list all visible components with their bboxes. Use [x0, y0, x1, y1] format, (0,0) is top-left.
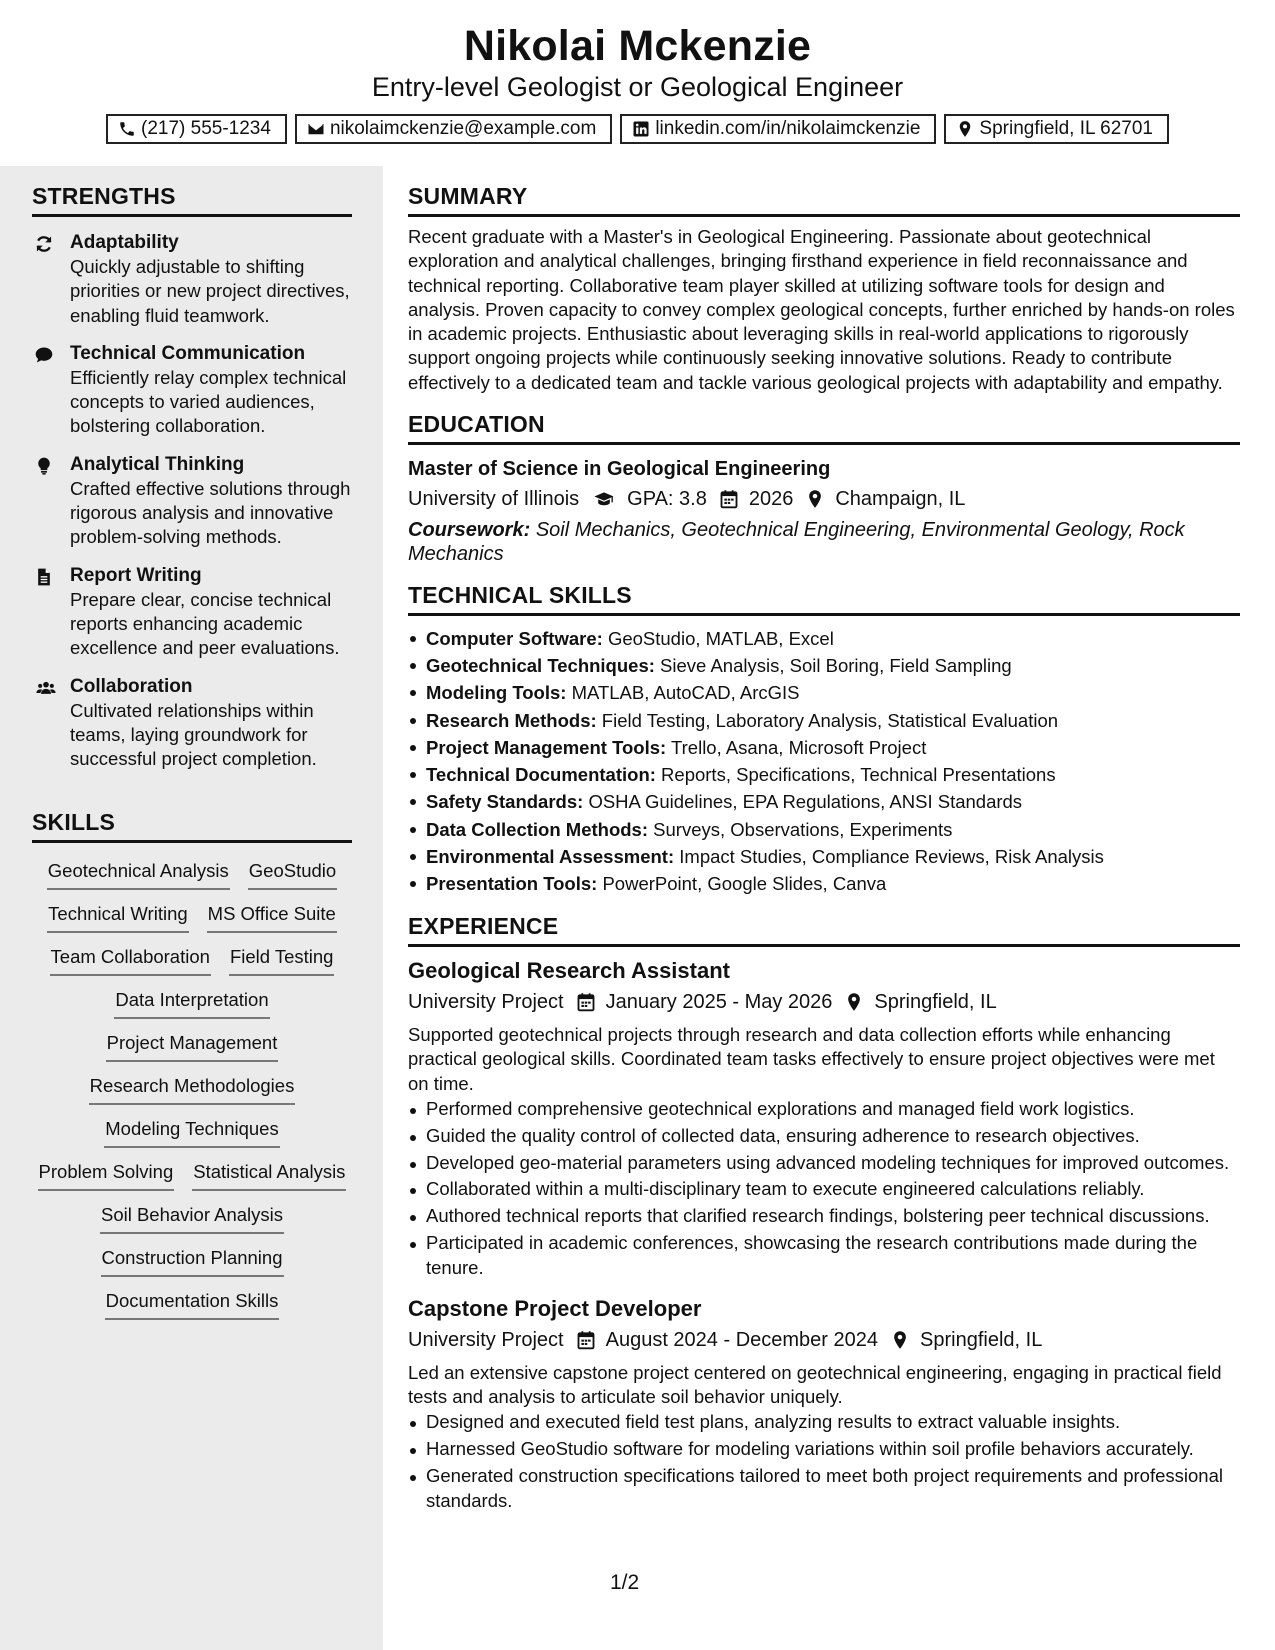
coursework: [408, 518, 1240, 566]
candidate-role: Entry-level Geologist or Geological Engineer: [371, 72, 904, 102]
job-org: University Project: [408, 1328, 564, 1351]
envelope-icon: [307, 120, 325, 138]
list-item: [408, 816, 1240, 843]
calendar-icon: [576, 992, 596, 1012]
tech-skill-label: Data Collection Methods:: [426, 818, 649, 840]
tech-skill-label: Research Methods:: [426, 709, 597, 731]
list-item: [408, 788, 1240, 815]
tech-skill-label: Safety Standards:: [426, 791, 584, 813]
tech-skill-value: Reports, Specifications, Technical Presentations: [661, 764, 1056, 786]
tech-skill-value: Trello, Asana, Microsoft Project: [671, 736, 927, 758]
list-item: Performed comprehensive geotechnical explorations and managed field work logistics.: [408, 1097, 1240, 1122]
list-item: [408, 652, 1240, 679]
users-icon: [34, 678, 58, 698]
summary-text: Recent graduate with a Master's in Geological Engineering. Passionate about geotechnical exploration and analytical challenges, bringing firsthand experience in field reconnaissance and technical reporting. Collaborative team player skilled at utilizing software tools for design and analysis. Proven capacity to convey complex geological concepts, further enriched by hands-on roles in academic projects. Enthusiastic about leveraging skills in real-world applications to rigorously support ongoing projects while continuously seeking innovative solutions. Ready to contribute effectively to a dedicated team and tackle various geological projects with adaptability and empathy.: [408, 226, 1235, 393]
skill-tag: Project Management: [106, 1031, 279, 1062]
tech-skill-value: MATLAB, AutoCAD, ArcGIS: [571, 682, 800, 704]
tech-skill-value: Field Testing, Laboratory Analysis, Statistical Evaluation: [601, 709, 1059, 731]
strength-item: [32, 342, 352, 439]
contact-linkedin[interactable]: [620, 114, 936, 144]
job-bullets: [408, 1410, 1240, 1513]
calendar-icon: [576, 1330, 596, 1350]
job-location: Springfield, IL: [874, 991, 997, 1014]
strength-item: [32, 564, 352, 661]
linkedin-icon: [632, 120, 650, 138]
graduation-year: 2026: [748, 488, 794, 511]
education-title: EDUCATION: [408, 411, 1240, 445]
skill-tag: Data Interpretation: [114, 988, 269, 1019]
calendar-icon: [719, 489, 739, 509]
job-bullets: [408, 1097, 1240, 1281]
strength-title: Report Writing: [70, 564, 202, 586]
strengths-title: STRENGTHS: [32, 183, 352, 217]
job-title: Capstone Project Developer: [408, 1295, 702, 1321]
school-name: University of Illinois: [408, 488, 580, 511]
summary-title: SUMMARY: [408, 183, 1240, 217]
job-entry: [408, 1295, 1240, 1514]
list-item: Developed geo-material parameters using advanced modeling techniques for improved outcomes.: [408, 1151, 1240, 1176]
strength-desc: Quickly adjustable to shifting priorities or new project directives, enabling fluid teamwork.: [70, 256, 350, 326]
skill-tag: Technical Writing: [47, 902, 189, 933]
graduation-cap-icon: [591, 489, 617, 509]
tech-skill-label: Computer Software:: [426, 628, 603, 650]
contact-location: [944, 114, 1169, 144]
contact-location-text: Springfield, IL 62701: [979, 118, 1153, 139]
list-item: Generated construction specifications tailored to meet both project requirements and professional standards.: [408, 1464, 1240, 1514]
job-title: Geological Research Assistant: [408, 958, 730, 984]
list-item: [408, 707, 1240, 734]
contact-phone-text: (217) 555-1234: [141, 118, 271, 139]
strength-title: Analytical Thinking: [70, 453, 245, 475]
skill-tag: Team Collaboration: [50, 945, 211, 976]
list-item: [408, 734, 1240, 761]
strength-title: Adaptability: [70, 232, 179, 253]
refresh-icon: [34, 234, 54, 254]
experience-title: EXPERIENCE: [408, 913, 1240, 947]
list-item: Participated in academic conferences, showcasing the research contributions made during the tenure.: [408, 1231, 1240, 1281]
map-pin-icon: [956, 120, 974, 138]
list-item: [408, 679, 1240, 706]
skills-list: [32, 859, 352, 1320]
skill-tag: Documentation Skills: [105, 1289, 280, 1320]
map-pin-icon: [890, 1330, 910, 1350]
skill-tag: Statistical Analysis: [192, 1160, 346, 1191]
tech-skill-label: Modeling Tools:: [426, 682, 567, 704]
tech-skill-label: Geotechnical Techniques:: [426, 655, 655, 677]
job-meta: [408, 987, 1240, 1017]
lightbulb-icon: [34, 456, 54, 476]
resume-header: [0, 0, 1275, 166]
strength-item: [32, 231, 352, 328]
strength-desc: Prepare clear, concise technical reports enhancing academic excellence and peer evaluations.: [70, 588, 340, 659]
skill-tag: Soil Behavior Analysis: [100, 1203, 284, 1234]
contact-linkedin-text: linkedin.com/in/nikolaimckenzie: [655, 118, 921, 139]
list-item: Authored technical reports that clarified research findings, bolstering peer technical discussions.: [408, 1204, 1240, 1229]
job-description: Supported geotechnical projects through research and data collection efforts while enhancing practical geological skills. Coordinated team tasks effectively to ensure project objectives were met on time.: [408, 1024, 1215, 1094]
list-item: Guided the quality control of collected data, ensuring adherence to research objectives.: [408, 1124, 1240, 1149]
skill-tag: Field Testing: [229, 945, 335, 976]
skill-tag: GeoStudio: [248, 859, 337, 890]
strength-desc: Cultivated relationships within teams, laying groundwork for successful project completion.: [70, 699, 317, 770]
coursework-label: Coursework:: [408, 519, 531, 542]
skill-tag: Construction Planning: [101, 1246, 284, 1277]
speech-bubble-icon: [34, 345, 54, 365]
coursework-list: Soil Mechanics, Geotechnical Engineering, Environmental Geology, Rock Mechanics: [408, 519, 1185, 566]
skill-tag: Problem Solving: [38, 1160, 175, 1191]
tech-skill-label: Presentation Tools:: [426, 872, 598, 894]
list-item: [408, 761, 1240, 788]
list-item: Designed and executed field test plans, analyzing results to extract valuable insights.: [408, 1410, 1240, 1435]
job-dates: January 2025 - May 2026: [605, 991, 833, 1014]
strength-desc: Crafted effective solutions through rigorous analysis and innovative problem-solving methods.: [70, 477, 351, 548]
education-meta: [408, 484, 1240, 514]
tech-skill-value: Sieve Analysis, Soil Boring, Field Sampling: [660, 655, 1012, 677]
tech-skill-value: PowerPoint, Google Slides, Canva: [602, 872, 887, 894]
strength-desc: Efficiently relay complex technical concepts to varied audiences, bolstering collaboration.: [70, 366, 347, 437]
tech-skill-value: OSHA Guidelines, EPA Regulations, ANSI Standards: [588, 791, 1023, 813]
education-location: Champaign, IL: [835, 488, 966, 511]
document-icon: [34, 567, 54, 587]
job-dates: August 2024 - December 2024: [605, 1328, 879, 1351]
list-item: [408, 870, 1240, 897]
list-item: [408, 625, 1240, 652]
job-entry: [408, 957, 1240, 1280]
contact-phone[interactable]: [106, 114, 287, 144]
phone-icon: [118, 120, 136, 138]
strength-item: [32, 675, 352, 772]
tech-skill-value: Surveys, Observations, Experiments: [653, 818, 953, 840]
tech-skill-label: Technical Documentation:: [426, 764, 656, 786]
job-description: Led an extensive capstone project centered on geotechnical engineering, engaging in practical field tests and analysis to articulate soil behavior uniquely.: [408, 1361, 1222, 1407]
map-pin-icon: [844, 992, 864, 1012]
page-number: 1/2: [610, 1571, 640, 1594]
tech-skill-label: Project Management Tools:: [426, 736, 667, 758]
candidate-name: Nikolai Mckenzie: [463, 22, 812, 70]
list-item: [408, 843, 1240, 870]
map-pin-icon: [805, 489, 825, 509]
contact-bar: [0, 114, 1275, 144]
contact-email-text: nikolaimckenzie@example.com: [329, 118, 597, 139]
sidebar: [0, 166, 383, 1650]
strength-title: Technical Communication: [70, 342, 306, 364]
job-location: Springfield, IL: [920, 1328, 1043, 1351]
list-item: Collaborated within a multi-disciplinary team to execute engineered calculations reliably.: [408, 1177, 1240, 1202]
strength-title: Collaboration: [70, 675, 193, 697]
strength-item: [32, 453, 352, 550]
skill-tag: Geotechnical Analysis: [47, 859, 230, 890]
gpa: GPA: 3.8: [627, 488, 707, 511]
degree-title: Master of Science in Geological Engineering: [408, 458, 831, 481]
list-item: Harnessed GeoStudio software for modeling variations within soil profile behaviors accurately.: [408, 1437, 1240, 1462]
skills-title: SKILLS: [32, 809, 352, 843]
job-org: University Project: [408, 991, 564, 1014]
skill-tag: Modeling Techniques: [104, 1117, 279, 1148]
tech-skill-label: Environmental Assessment:: [426, 845, 675, 867]
skill-tag: MS Office Suite: [207, 902, 337, 933]
technical-skills-list: [408, 625, 1240, 897]
main-content: [408, 166, 1240, 1650]
skill-tag: Research Methodologies: [89, 1074, 296, 1105]
tech-skill-value: GeoStudio, MATLAB, Excel: [607, 628, 834, 650]
tech-skill-value: Impact Studies, Compliance Reviews, Risk Analysis: [679, 845, 1104, 867]
contact-email[interactable]: [295, 114, 612, 144]
technical-skills-title: TECHNICAL SKILLS: [408, 582, 1240, 616]
job-meta: [408, 1325, 1240, 1355]
